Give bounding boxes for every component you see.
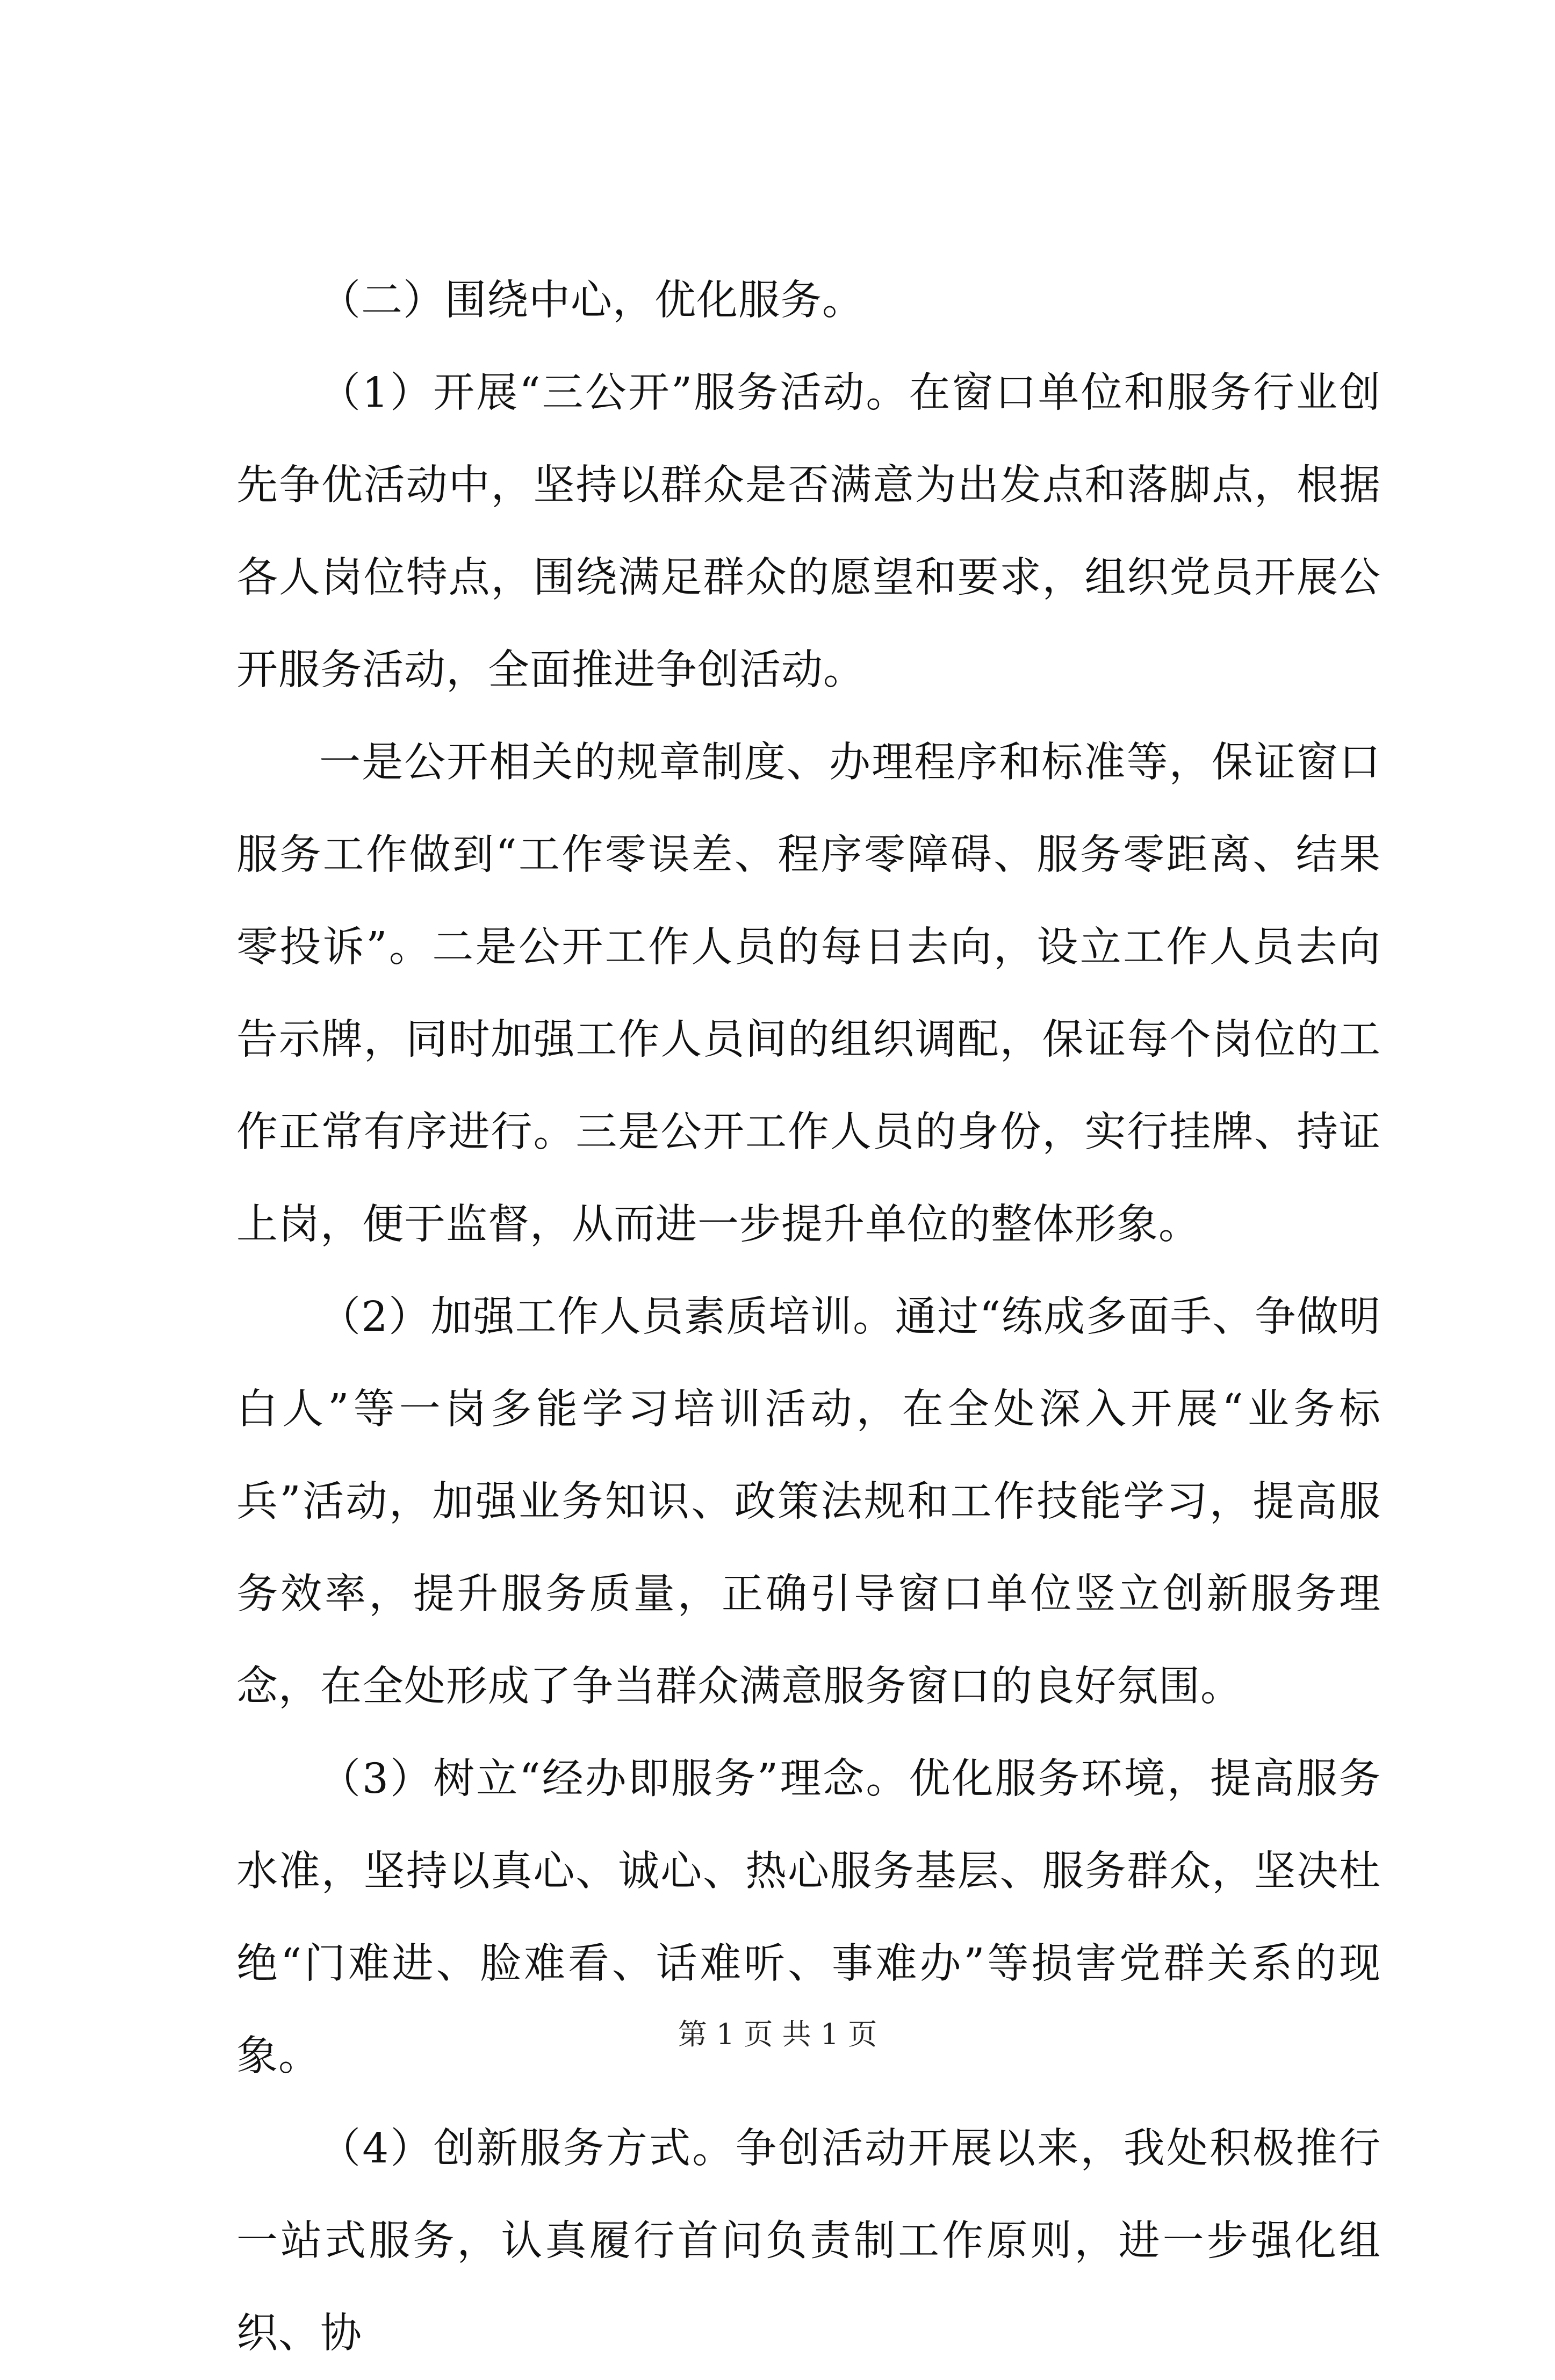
paragraph-item-4: （4）创新服务方式。争创活动开展以来，我处积极推行一站式服务，认真履行首问负责制工作原则，进一步强化组织、协 <box>236 2125 1381 2357</box>
paragraph-three-disclosures: 一是公开相关的规章制度、办理程序和标准等，保证窗口服务工作做到“工作零误差、程序零障碍、服务零距离、结果零投诉”。二是公开工作人员的每日去向，设立工作人员去向告示牌，同时加强工作人员间的组织调配，保证每个岗位的工作正常有序进行。三是公开工作人员的身份，实行挂牌、持证上岗，便于监督，从而进一步提升单位的整体形象。 <box>236 739 1381 1249</box>
document-body <box>236 255 1381 2380</box>
section-heading: （二）围绕中心，优化服务。 <box>319 277 864 324</box>
paragraph-item-3: （3）树立“经办即服务”理念。优化服务环境，提高服务水准，坚持以真心、诚心、热心服务基层、服务群众，坚决杜绝“门难进、脸难看、话难听、事难办”等损害党群关系的现象。 <box>236 1755 1381 2080</box>
paragraph-item-2: （2）加强工作人员素质培训。通过“练成多面手、争做明白人”等一岗多能学习培训活动，在全处深入开展“业务标兵”活动，加强业务知识、政策法规和工作技能学习，提高服务效率，提升服务质量，正确引导窗口单位竖立创新服务理念，在全处形成了争当群众满意服务窗口的良好氛围。 <box>236 1293 1381 1711</box>
paragraph-item-1: （1）开展“三公开”服务活动。在窗口单位和服务行业创先争优活动中，坚持以群众是否满意为出发点和落脚点，根据各人岗位特点，围绕满足群众的愿望和要求，组织党员开展公开服务活动，全面推进争创活动。 <box>236 369 1381 694</box>
page-number-footer: 第 1 页 共 1 页 <box>678 2017 877 2051</box>
